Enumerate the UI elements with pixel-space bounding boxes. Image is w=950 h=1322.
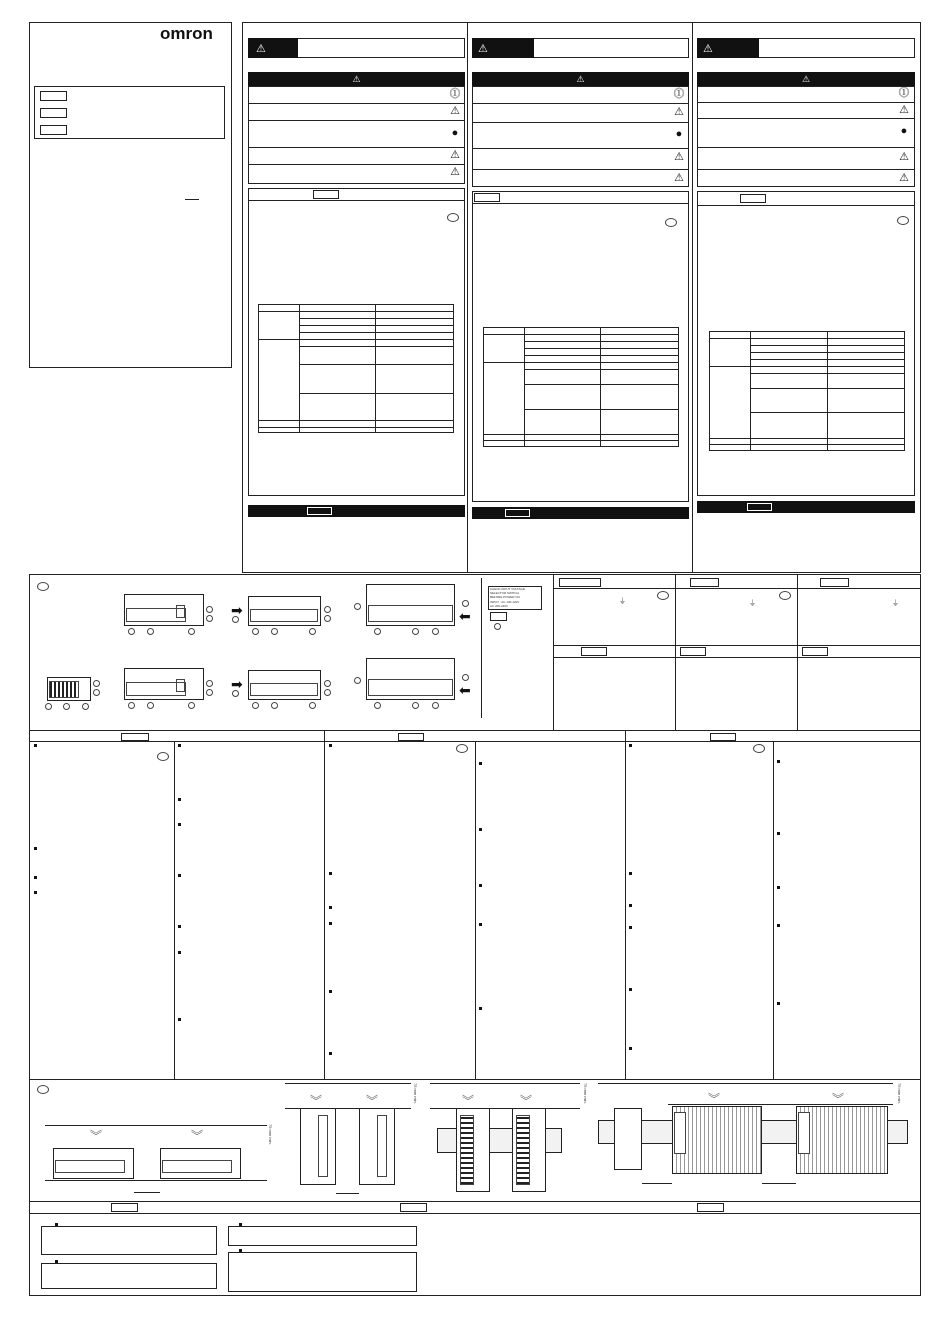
warning-row-divider <box>248 147 465 148</box>
warning-row-divider <box>248 120 465 121</box>
callout-marker <box>232 616 239 623</box>
callout-marker <box>324 689 331 696</box>
airflow-arrow-icon: ︾ <box>462 1094 475 1108</box>
strip-divider <box>553 574 554 730</box>
warning-triangle-icon: ⚠ <box>352 73 361 84</box>
table-row-line <box>750 412 905 413</box>
warning-title-bar-2 <box>472 72 689 86</box>
callout-marker <box>432 628 439 635</box>
table-col <box>827 331 828 451</box>
bullet <box>178 798 181 801</box>
dimension-line <box>642 1183 672 1184</box>
airflow-arrow-icon: ︾ <box>366 1094 379 1108</box>
caution-tag-3 <box>697 38 759 58</box>
table-row-line <box>524 369 679 370</box>
warning-row-divider <box>248 103 465 104</box>
bullet <box>55 1223 58 1226</box>
warning-triangle-icon: ⚠ <box>450 149 460 161</box>
bullet <box>629 744 632 747</box>
callout-marker <box>188 702 195 709</box>
table-col <box>299 304 300 433</box>
adjust-knob <box>176 679 185 692</box>
model-tag-1 <box>40 91 67 101</box>
callout-marker <box>494 623 501 630</box>
bullet <box>777 832 780 835</box>
dimension-line <box>762 1183 796 1184</box>
table-row-line <box>483 334 679 335</box>
table-row-line <box>524 348 679 349</box>
warning-triangle-icon: ⚠ <box>899 172 909 184</box>
label-line-1: CHECK INPUT VOLTAGE <box>490 587 525 591</box>
ground-icon: ⏚ <box>749 600 756 607</box>
label-line-4: INPUT : AC 100-120V <box>490 600 520 604</box>
bullet <box>329 990 332 993</box>
bullet <box>34 744 37 747</box>
callout-marker <box>324 615 331 622</box>
airflow-arrow-icon: ︾ <box>90 1129 103 1143</box>
box-line <box>553 588 921 589</box>
callout-marker <box>462 674 469 681</box>
table-row-line <box>750 345 905 346</box>
mandatory-action-icon: ● <box>675 128 683 140</box>
warning-list-2 <box>472 86 689 187</box>
bullet <box>777 924 780 927</box>
note-box-4 <box>228 1252 417 1292</box>
warning-row-divider <box>248 164 465 165</box>
callout-marker <box>147 702 154 709</box>
callout-marker <box>252 702 259 709</box>
arrow-right-icon: ➡ <box>231 676 243 692</box>
terminal-block <box>368 679 453 696</box>
callout-marker <box>128 628 135 635</box>
box-divider <box>675 574 676 730</box>
signature-line <box>185 199 199 200</box>
column-divider <box>625 731 626 1079</box>
airflow-line <box>285 1083 411 1084</box>
table-row-line <box>483 440 679 441</box>
warning-list-1 <box>248 86 465 184</box>
clearance-label: 75 mm min. <box>583 1083 588 1104</box>
installation-tag-2 <box>398 733 424 741</box>
bullet <box>34 891 37 894</box>
precautions-tag-1 <box>313 190 339 199</box>
warning-triangle-icon: ⚠ <box>576 73 585 84</box>
bullet <box>55 1260 58 1263</box>
figure-badge-1 <box>37 582 49 591</box>
table-row-line <box>709 338 905 339</box>
column-divider-2 <box>692 22 693 573</box>
prohibition-icon: ⓵ <box>673 88 685 100</box>
box-divider <box>797 574 798 730</box>
language-badge <box>456 744 468 753</box>
bullet <box>479 1007 482 1010</box>
table-row-line <box>258 427 454 428</box>
dimension-line <box>134 1192 160 1193</box>
warning-row-divider <box>697 102 915 103</box>
table-row-line <box>750 352 905 353</box>
clearance-label: 75 mm min. <box>268 1124 273 1145</box>
terminal-block <box>674 1112 686 1154</box>
language-badge <box>657 591 669 600</box>
terminal-block <box>250 609 318 622</box>
warning-row-divider <box>472 148 689 149</box>
bullet <box>34 847 37 850</box>
warning-triangle-icon: ⚠ <box>674 151 684 163</box>
callout-marker <box>45 703 52 710</box>
section-tag-1 <box>307 507 332 515</box>
prohibition-icon: ⓵ <box>898 87 910 99</box>
callout-marker <box>309 628 316 635</box>
warning-triangle-icon: ⚠ <box>899 104 909 116</box>
bullet <box>34 876 37 879</box>
table-row-line <box>524 355 679 356</box>
bullet <box>178 1018 181 1021</box>
bullet <box>178 823 181 826</box>
warning-row-divider <box>697 169 915 170</box>
precautions-underline <box>697 205 915 206</box>
section-line <box>29 1213 921 1214</box>
airflow-arrow-icon: ︾ <box>708 1092 721 1106</box>
callout-marker <box>324 606 331 613</box>
bullet <box>178 744 181 747</box>
table-row-line <box>524 341 679 342</box>
bullet <box>629 1047 632 1050</box>
table-row-line <box>258 339 454 340</box>
callout-marker <box>412 702 419 709</box>
table-row-line <box>299 364 454 365</box>
note-box-3 <box>228 1226 417 1246</box>
table-row-line <box>709 366 905 367</box>
label-line-3: BEFORE POWER ON <box>490 595 520 599</box>
section-bar-1 <box>248 505 465 517</box>
callout-marker <box>462 600 469 607</box>
caution-tag-1 <box>248 38 298 58</box>
bullet <box>777 760 780 763</box>
airflow-line <box>430 1108 580 1109</box>
box-line <box>553 645 921 646</box>
bullet <box>629 988 632 991</box>
clearance-label: 75 mm min. <box>413 1083 418 1104</box>
end-plate <box>614 1108 642 1170</box>
language-badge <box>157 752 169 761</box>
table-row-line <box>299 332 454 333</box>
callout-marker <box>309 702 316 709</box>
airflow-line <box>45 1125 267 1126</box>
wiring-tag-3 <box>820 578 849 587</box>
column-divider <box>475 741 476 1079</box>
table-row-line <box>524 409 679 410</box>
terminal-block <box>377 1115 387 1177</box>
warning-row-divider <box>697 147 915 148</box>
terminal-block <box>368 605 453 622</box>
callout-marker <box>354 677 361 684</box>
language-badge-3 <box>897 216 909 225</box>
section-line <box>29 1079 921 1080</box>
bullet <box>629 872 632 875</box>
column-divider-1 <box>467 22 468 573</box>
callout-marker <box>374 702 381 709</box>
table-row-line <box>299 393 454 394</box>
terminal-block <box>55 1160 125 1173</box>
voltage-switch <box>490 612 507 621</box>
wiring-tag-6 <box>802 647 828 656</box>
callout-marker <box>232 690 239 697</box>
callout-marker <box>93 689 100 696</box>
airflow-line <box>668 1104 893 1105</box>
precautions-underline <box>248 200 465 201</box>
table-row-line <box>750 359 905 360</box>
table-row-line <box>258 311 454 312</box>
precautions-tag-2 <box>474 193 500 202</box>
ratings-table-2 <box>483 327 679 447</box>
table-row-line <box>299 346 454 347</box>
caution-tag-2 <box>472 38 534 58</box>
callout-marker <box>271 702 278 709</box>
callout-marker <box>324 680 331 687</box>
table-col <box>750 331 751 451</box>
mandatory-action-icon: ● <box>451 127 459 139</box>
arrow-left-icon: ⬅ <box>459 682 471 698</box>
strip-divider <box>29 730 921 731</box>
callout-marker <box>432 702 439 709</box>
callout-marker <box>93 680 100 687</box>
airflow-arrow-icon: ︾ <box>832 1092 845 1106</box>
language-badge <box>779 591 791 600</box>
ground-icon: ⏚ <box>892 600 899 607</box>
warning-triangle-icon: ⚠ <box>899 151 909 163</box>
table-row-line <box>299 318 454 319</box>
table-row-line <box>524 384 679 385</box>
table-row-line <box>299 325 454 326</box>
mounting-base <box>45 1180 267 1181</box>
column-divider <box>174 741 175 1079</box>
bullet <box>178 925 181 928</box>
callout-marker <box>82 703 89 710</box>
warning-row-divider <box>472 122 689 123</box>
callout-marker <box>374 628 381 635</box>
wiring-tag-2 <box>690 578 719 587</box>
callout-marker <box>206 680 213 687</box>
prohibition-icon: ⓵ <box>449 88 461 100</box>
section-line <box>29 1201 921 1202</box>
airflow-line <box>598 1083 893 1084</box>
bullet <box>777 886 780 889</box>
table-row-line <box>750 373 905 374</box>
callout-marker <box>206 606 213 613</box>
warning-title-bar-1 <box>248 72 465 86</box>
airflow-arrow-icon: ︾ <box>191 1129 204 1143</box>
bullet <box>329 922 332 925</box>
table-col <box>375 304 376 433</box>
warning-title-bar-3 <box>697 72 915 86</box>
column-divider <box>324 731 325 1079</box>
box-line <box>553 657 921 658</box>
callout-marker <box>188 628 195 635</box>
terminal-block <box>250 683 318 696</box>
wiring-tag-4 <box>581 647 607 656</box>
precautions-underline <box>472 203 689 204</box>
terminal-block <box>460 1115 474 1185</box>
bullet <box>629 904 632 907</box>
arrow-right-icon: ➡ <box>231 602 243 618</box>
warning-triangle-icon: ⚠ <box>256 42 266 55</box>
figure-badge-2 <box>37 1085 49 1094</box>
ratings-table-1 <box>258 304 454 433</box>
bullet <box>239 1223 242 1226</box>
terminal-block <box>318 1115 328 1177</box>
omron-logo: omron <box>160 24 213 43</box>
bottom-tag-2 <box>400 1203 427 1212</box>
language-badge-2 <box>665 218 677 227</box>
bottom-tag-3 <box>697 1203 724 1212</box>
terminal-block <box>162 1160 232 1173</box>
installation-tag-1 <box>121 733 149 741</box>
bullet <box>479 884 482 887</box>
callout-marker <box>128 702 135 709</box>
airflow-line <box>430 1083 580 1084</box>
section-tag-2 <box>505 509 530 517</box>
note-box-1 <box>41 1226 217 1255</box>
bullet <box>479 828 482 831</box>
model-tag-3 <box>40 125 67 135</box>
callout-marker <box>252 628 259 635</box>
wiring-tag-1 <box>559 578 601 587</box>
precautions-tag-3 <box>740 194 766 203</box>
bullet <box>777 1002 780 1005</box>
adjust-knob <box>176 605 185 618</box>
warning-row-divider <box>697 118 915 119</box>
table-row-line <box>483 434 679 435</box>
warning-triangle-icon: ⚠ <box>478 42 488 55</box>
airflow-arrow-icon: ︾ <box>310 1094 323 1108</box>
bullet <box>479 923 482 926</box>
warning-triangle-icon: ⚠ <box>450 105 460 117</box>
language-badge <box>753 744 765 753</box>
section-tag-3 <box>747 503 772 511</box>
callout-marker <box>206 615 213 622</box>
table-row-line <box>709 438 905 439</box>
warning-row-divider <box>472 103 689 104</box>
table-row-line <box>750 388 905 389</box>
warning-row-divider <box>472 169 689 170</box>
callout-marker <box>147 628 154 635</box>
clearance-label: 75 mm min. <box>897 1083 902 1104</box>
bullet <box>479 762 482 765</box>
installation-tag-3 <box>710 733 736 741</box>
ground-icon: ⏚ <box>619 598 626 605</box>
warning-triangle-icon: ⚠ <box>801 73 811 84</box>
airflow-arrow-icon: ︾ <box>520 1094 533 1108</box>
section-bar-3 <box>697 501 915 513</box>
model-tag-2 <box>40 108 67 118</box>
table-row-line <box>258 420 454 421</box>
language-badge-1 <box>447 213 459 222</box>
bottom-tag-1 <box>111 1203 138 1212</box>
bullet <box>329 744 332 747</box>
bullet <box>178 874 181 877</box>
bullet <box>329 906 332 909</box>
bullet <box>239 1249 242 1252</box>
callout-marker <box>412 628 419 635</box>
label-line-2: SELECTOR SWITCH <box>490 591 519 595</box>
warning-triangle-icon: ⚠ <box>674 106 684 118</box>
label-line-5: AC 200-240V <box>490 604 509 608</box>
table-col <box>600 327 601 447</box>
bullet <box>329 872 332 875</box>
bullet <box>329 1052 332 1055</box>
table-col <box>524 327 525 447</box>
terminal-block <box>798 1112 810 1154</box>
table-row-line <box>709 444 905 445</box>
wiring-tag-5 <box>680 647 706 656</box>
warning-triangle-icon: ⚠ <box>450 166 460 178</box>
strip-divider <box>481 578 482 718</box>
callout-marker <box>271 628 278 635</box>
warning-triangle-icon: ⚠ <box>674 172 684 184</box>
column-divider <box>773 741 774 1079</box>
ratings-table-3 <box>709 331 905 451</box>
callout-marker <box>63 703 70 710</box>
callout-marker <box>354 603 361 610</box>
title-box <box>29 22 232 368</box>
bullet <box>178 951 181 954</box>
arrow-left-icon: ⬅ <box>459 608 471 624</box>
warning-triangle-icon: ⚠ <box>703 42 713 55</box>
mandatory-action-icon: ● <box>900 125 908 137</box>
bullet <box>629 926 632 929</box>
terminal-block <box>516 1115 530 1185</box>
table-row-line <box>483 362 679 363</box>
callout-marker <box>206 689 213 696</box>
terminal-block <box>49 681 79 698</box>
dimension-line <box>336 1193 359 1194</box>
note-box-2 <box>41 1263 217 1289</box>
